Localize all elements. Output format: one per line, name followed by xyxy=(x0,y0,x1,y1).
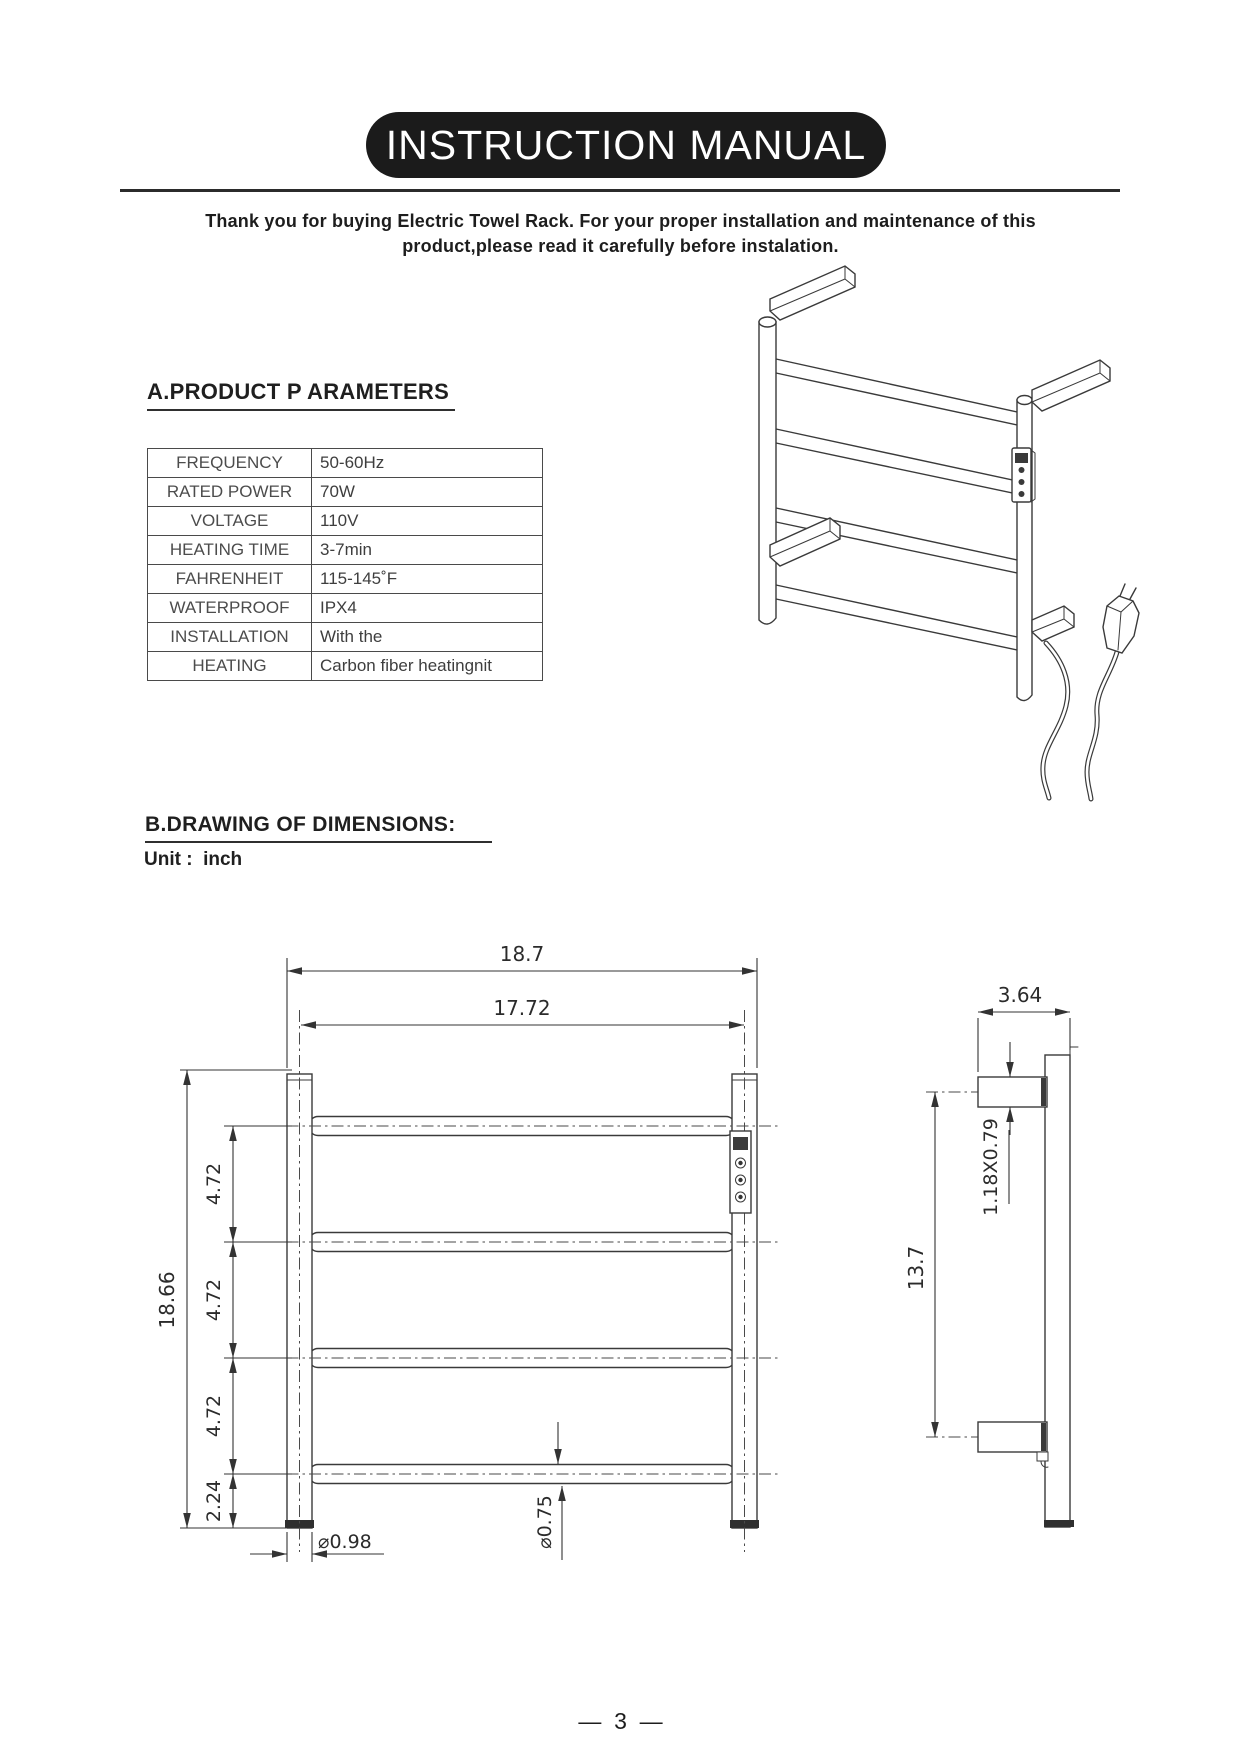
dim-bar-diameter: ⌀0.75 xyxy=(534,1495,556,1549)
table-row xyxy=(148,536,543,565)
param-label: FAHRENHEIT xyxy=(148,565,312,594)
param-label: FREQUENCY xyxy=(148,449,312,478)
param-label: VOLTAGE xyxy=(148,507,312,536)
dim-bottom-offset: 2.24 xyxy=(203,1479,225,1523)
title-rule xyxy=(120,189,1120,192)
parameters-table xyxy=(147,448,543,681)
table-row xyxy=(148,594,543,623)
intro-paragraph xyxy=(0,209,1241,259)
page-title: INSTRUCTION MANUAL xyxy=(385,121,867,168)
dim-bracket-size: 1.18X0.79 xyxy=(980,1118,1002,1216)
dim-overall-width: 18.7 xyxy=(499,942,545,966)
table-row xyxy=(148,623,543,652)
param-value: Carbon fiber heatingnit xyxy=(312,652,543,681)
param-label: HEATING TIME xyxy=(148,536,312,565)
param-label: INSTALLATION xyxy=(148,623,312,652)
dim-rail-width: 17.72 xyxy=(493,996,551,1020)
param-label: WATERPROOF xyxy=(148,594,312,623)
param-value: IPX4 xyxy=(312,594,543,623)
param-value: 50-60Hz xyxy=(312,449,543,478)
unit-label: Unit : inch xyxy=(144,849,243,870)
param-label: HEATING xyxy=(148,652,312,681)
towel-rack-bars xyxy=(776,359,1017,650)
wall-brackets xyxy=(770,266,1110,641)
side-view-drawing xyxy=(904,983,1078,1527)
front-view-drawing xyxy=(155,942,780,1562)
towel-rack-posts xyxy=(759,317,1032,701)
section-a-heading: A.PRODUCT P ARAMETERS xyxy=(147,379,455,411)
param-label: RATED POWER xyxy=(148,478,312,507)
power-plug xyxy=(1103,584,1139,653)
page-number: — 3 — xyxy=(578,1708,663,1734)
table-row xyxy=(148,565,543,594)
param-value: 110V xyxy=(312,507,543,536)
dim-bar-spacing-2: 4.72 xyxy=(203,1278,225,1322)
power-cord xyxy=(1043,643,1117,799)
param-value: With the xyxy=(312,623,543,652)
table-row xyxy=(148,478,543,507)
param-value: 115-145˚F xyxy=(312,565,543,594)
dim-post-diameter: ⌀0.98 xyxy=(318,1531,372,1553)
table-row xyxy=(148,652,543,681)
param-value: 70W xyxy=(312,478,543,507)
dim-overall-height: 18.66 xyxy=(155,1271,179,1329)
isometric-product-drawing xyxy=(700,258,1180,808)
dim-depth: 3.64 xyxy=(997,983,1043,1007)
param-value: 3-7min xyxy=(312,536,543,565)
control-panel-front xyxy=(730,1131,751,1213)
dim-bar-spacing-3: 4.72 xyxy=(203,1394,225,1438)
intro-line-1: Thank you for buying Electric Towel Rack. For your proper installation and maintenance of this xyxy=(205,211,1036,231)
section-b-heading: B.DRAWING OF DIMENSIONS: xyxy=(145,813,492,843)
title-banner xyxy=(366,112,886,178)
dim-bracket-spacing: 13.7 xyxy=(904,1245,928,1291)
table-row xyxy=(148,507,543,536)
dimension-drawing xyxy=(150,880,1100,1580)
table-row xyxy=(148,449,543,478)
control-panel xyxy=(1012,448,1035,502)
intro-line-2: product,please read it carefully before instalation. xyxy=(402,236,839,256)
dim-bar-spacing-1: 4.72 xyxy=(203,1162,225,1206)
